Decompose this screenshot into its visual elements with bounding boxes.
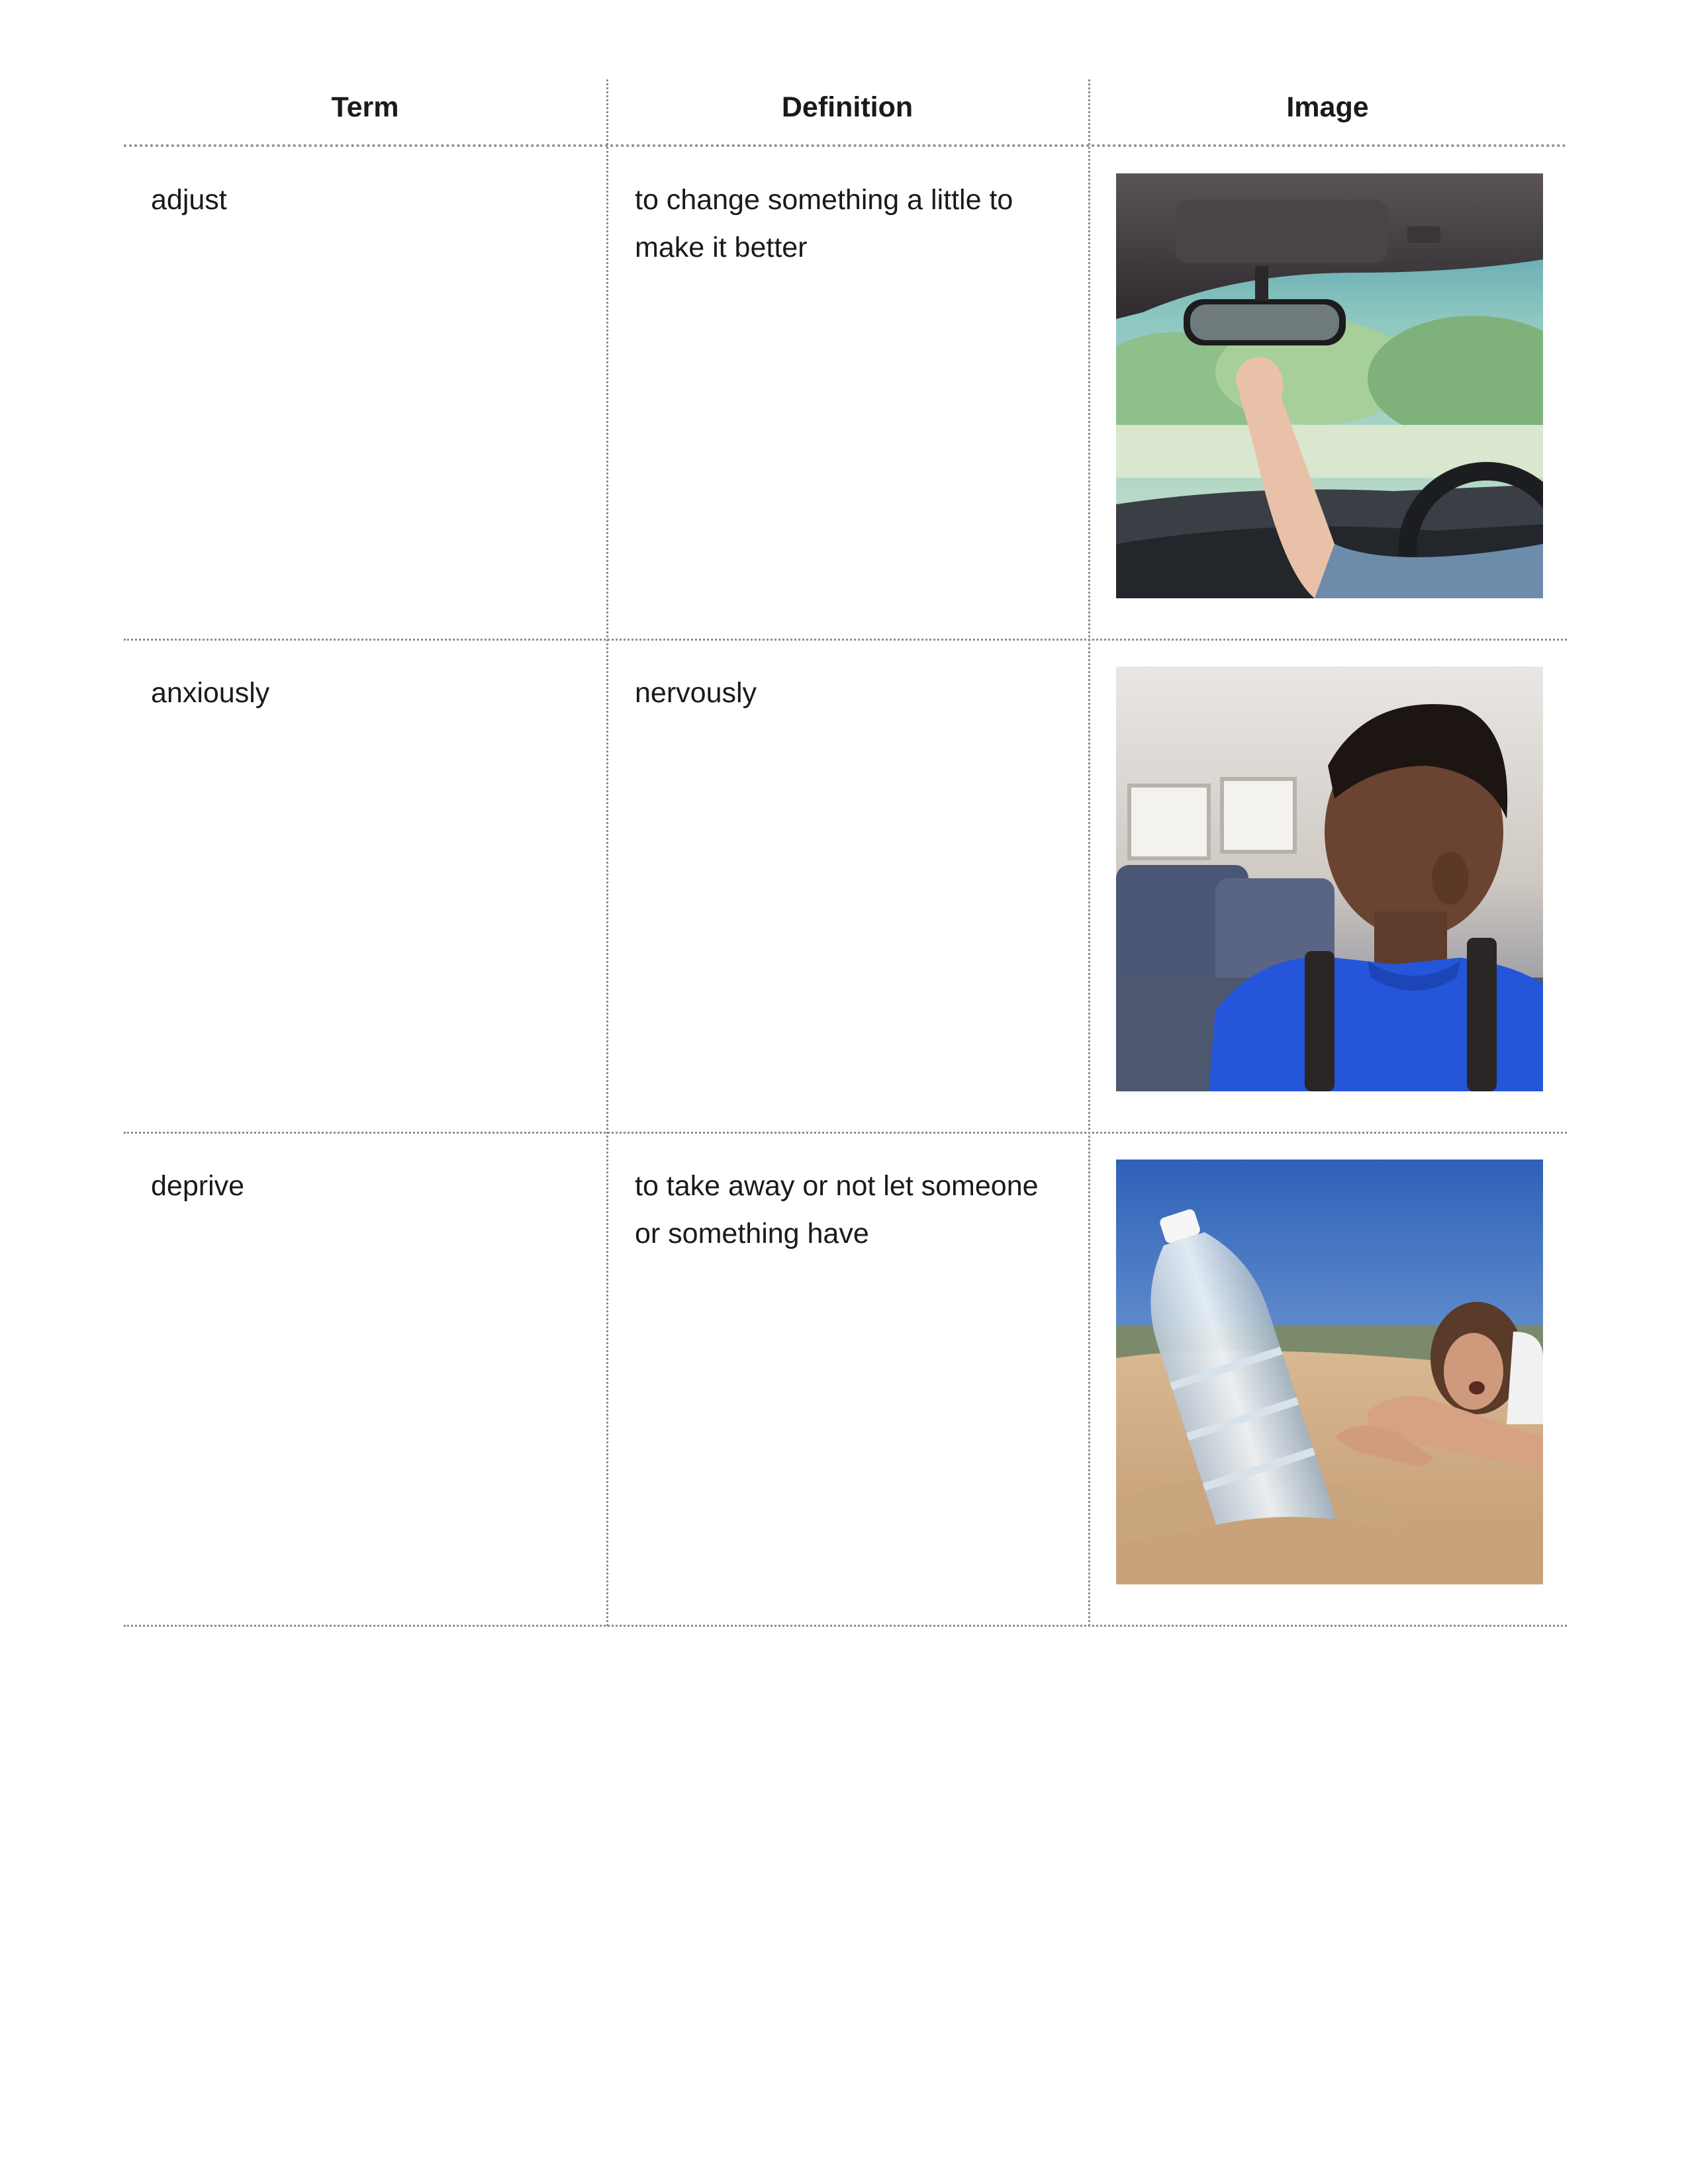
water-bottle-in-desert-photo xyxy=(1116,1160,1543,1584)
car-rearview-mirror-photo xyxy=(1116,173,1543,598)
table-row xyxy=(124,640,1567,1134)
header-definition: Definition xyxy=(781,91,914,123)
term-text: anxiously xyxy=(151,677,270,709)
table-header-row xyxy=(124,79,1567,147)
term-text: adjust xyxy=(151,184,227,216)
term-text: deprive xyxy=(151,1170,245,1202)
definition-text: to change something a little to make it better xyxy=(635,184,1013,263)
table-row xyxy=(124,147,1567,641)
table-row xyxy=(124,1133,1567,1627)
worried-boy-on-bus-photo xyxy=(1116,666,1543,1091)
header-term: Term xyxy=(331,91,399,123)
definition-text: to take away or not let someone or something have xyxy=(635,1170,1039,1250)
header-image: Image xyxy=(1286,91,1369,123)
definition-text: nervously xyxy=(635,677,757,709)
